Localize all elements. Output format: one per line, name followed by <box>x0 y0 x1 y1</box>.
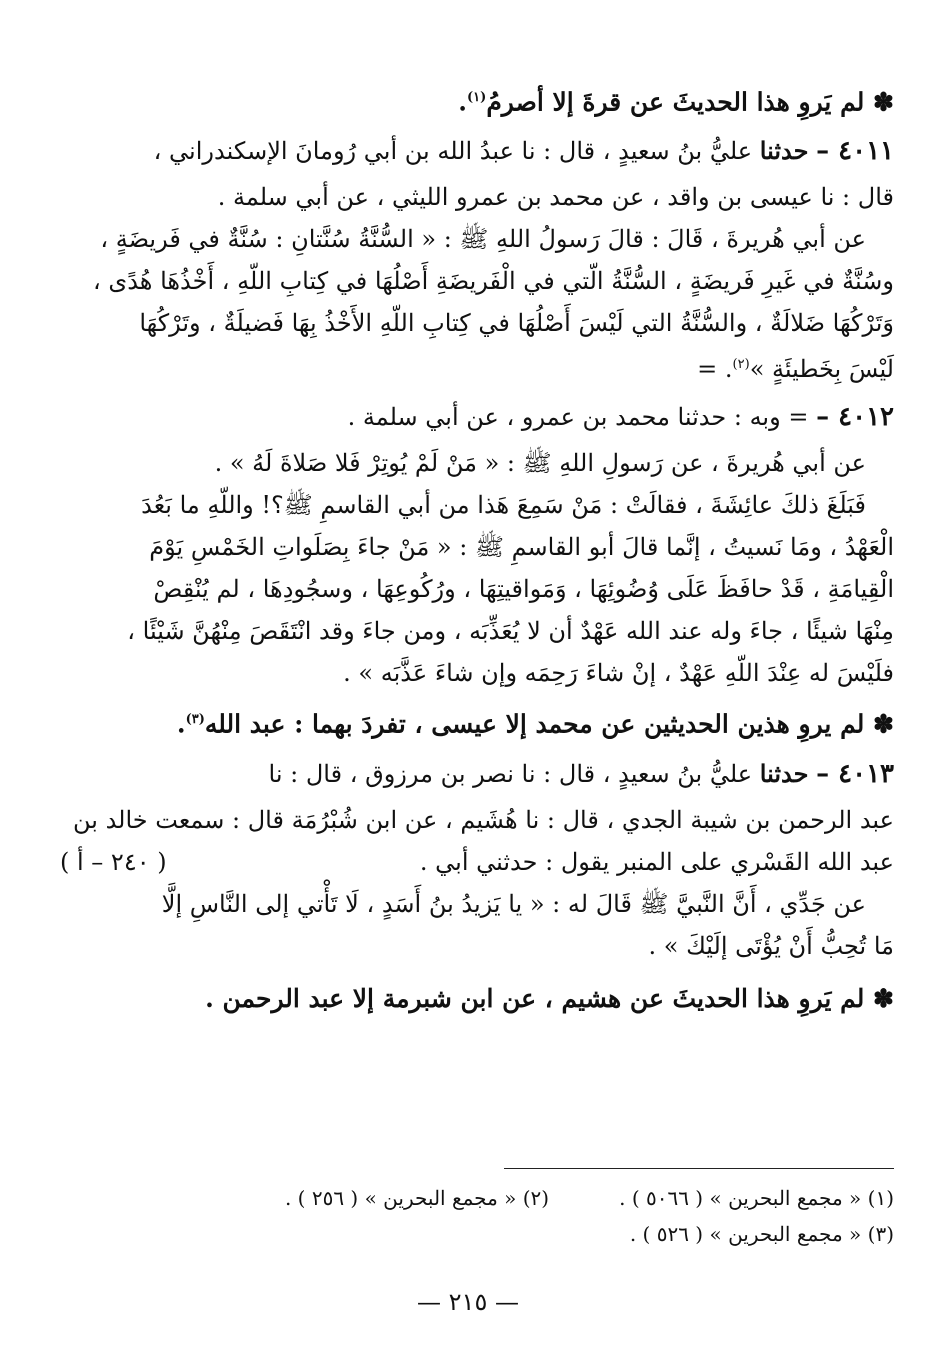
hadith-4012 <box>60 396 894 694</box>
hadith-4011-number: ٤٠١١ – <box>816 136 894 167</box>
page-body <box>60 72 894 1027</box>
hadith-4013-text-1: عليُّ بنُ سعيدٍ ، قال : نا نصر بن مرزوق ، قال : نا <box>268 759 753 788</box>
hadith-4012-line-4: الْعَهْدُ ، ومَا نَسيتُ ، إنَّما قالَ أبو القاسمِ ﷺ : « مَنْ جاءَ بِصَلَواتِ الخَمْسِ يَوْمَ <box>149 533 894 562</box>
hadith-4011-line-2: قال : نا عيسى بن واقد ، عن محمد بن عمرو الليثي ، عن أبي سلمة . <box>217 183 894 212</box>
footnote-ref-3: (٣) <box>185 712 205 728</box>
hadith-4013-line-5: مَا تُحِبُّ أَنْ يُؤْتَى إلَيْكَ » . <box>648 931 894 960</box>
hadith-4011-text-6: لَيْسَ بِخَطيئَةٍ » <box>749 355 894 384</box>
hadith-4013-text-3: عبد الله القَسْري على المنبر يقول : حدثني أبي . <box>419 847 894 876</box>
hadith-4012-number: ٤٠١٢ – <box>816 402 894 433</box>
hadith-4013-line-1 <box>60 753 894 795</box>
footnotes-row-2 <box>60 1216 894 1252</box>
hadith-4012-line-1 <box>60 396 894 438</box>
hadith-4011 <box>60 130 894 390</box>
footnote-1: (١) « مجمع البحرين » ( ٥٠٦٦ ) . <box>619 1186 894 1210</box>
hadith-4011-line-1 <box>60 130 894 172</box>
note-top <box>60 76 894 124</box>
hadith-4011-line-6-end: . = <box>697 355 733 384</box>
footnote-3: (٣) « مجمع البحرين » ( ٥٢٦ ) . <box>629 1222 894 1246</box>
note-top-end: . <box>458 87 468 117</box>
hadith-4011-line-5: وَتَرْكُهَا ضَلالَةٌ ، والسُّنَّةُ التي لَيْسَ أَصْلُهَا في كِتابِ اللّهِ الأَخْذُ بِهَا فَضيلَةٌ ، وتَرْكُهَا <box>139 309 894 338</box>
hadith-4011-line-6 <box>60 344 894 390</box>
hadith-4011-line-3: عن أبي هُريرةَ ، قَالَ : قالَ رَسولُ اللهِ ﷺ : « السُّنَّةُ سُنَّتانِ : سُنَّةٌ في فَريضَةٍ ، <box>100 225 866 254</box>
hadith-4013 <box>60 753 894 967</box>
footnote-ref-1: (١) <box>467 90 487 105</box>
hadith-4011-lead: حدثنا <box>759 136 809 166</box>
footnote-divider <box>504 1168 894 1169</box>
hadith-4013-line-2: عبد الرحمن بن شيبة الجدي ، قال : نا هُشَيم ، عن ابن شُبْرُمَة قال : سمعت خالد بن <box>73 805 894 834</box>
hadith-4013-lead: حدثنا <box>759 758 809 788</box>
hadith-4012-line-6: مِنْهَا شيئًا ، جاءَ وله عند الله عَهْدٌ أن لا يُعَذِّبَه ، ومن جاءَ وقد انْتَقَصَ مِنْهُنَّ شَيْئًا ، <box>127 617 894 646</box>
footnotes-row-1 <box>60 1180 894 1216</box>
hadith-4013-number: ٤٠١٣ – <box>816 758 894 789</box>
hadith-4011-text-1: عليُّ بنُ سعيدٍ ، قال : نا عبدُ الله بن أبي رُومانَ الإسكندراني ، <box>153 137 753 166</box>
hadith-4013-line-3 <box>60 841 894 883</box>
page-number: — ٢١٥ — <box>417 1288 519 1316</box>
footnote-2: (٢) « مجمع البحرين » ( ٢٥٦ ) . <box>284 1186 550 1210</box>
hadith-4012-line-5: الْقِيامَةِ ، قَدْ حافَظَ عَلَى وُضُوئِهَا ، وَمَواقيتِهَا ، ورُكُوعِهَا ، وسجُودِهَا ، لم يُنْقِصْ <box>153 575 894 604</box>
hadith-4011-line-4: وسُنَّةٌ في غَيرِ فَريضَةٍ ، السُّنَّةُ الّتي في الْفَريضَةِ أَصْلُهَا في كِتابِ اللّهِ ، أَخْذُهَا هُدًى ، <box>93 267 894 296</box>
hadith-4012-line-2: عن أبي هُريرةَ ، عن رَسولِ اللهِ ﷺ : « مَنْ لَمْ يُوتِرْ فَلا صَلاةَ لَهُ » . <box>214 449 866 478</box>
note-mid-end: . <box>176 709 186 739</box>
hadith-4013-line-4: عن جَدِّي ، أَنَّ النَّبيَّ ﷺ قَالَ له : « يا يَزيدُ بنُ أَسَدٍ ، لَا تَأْتي إلى النَّاسِ إلَّا <box>161 889 866 918</box>
note-mid <box>60 698 894 746</box>
hadith-4012-line-7: فلَيْسَ له عِنْدَ اللّهِ عَهْدٌ ، إنْ شاءَ رَحِمَه وإن شاءَ عَذَّبَه » . <box>343 659 894 688</box>
footnotes <box>60 1180 894 1252</box>
note-bottom: ✽ لم يَروِ هذا الحديثَ عن هشيم ، عن ابن شبرمة إلا عبد الرحمن . <box>205 983 894 1013</box>
manuscript-folio-marker: ( ٢٤٠ – أ ) <box>60 847 167 876</box>
note-mid-text: ✽ لم يروِ هذين الحديثين عن محمد إلا عيسى ، تفردَ بهما : عبد الله <box>204 709 894 739</box>
footnote-ref-2: (٢) <box>732 357 750 373</box>
hadith-4012-line-3: فَبَلَغَ ذلكَ عائِشَةَ ، فقالَتْ : مَنْ سَمِعَ هَذا من أبي القاسمِ ﷺ؟! واللّهِ ما بَعُدَ <box>141 491 866 520</box>
note-top-text: ✽ لم يَروِ هذا الحديثَ عن قرةَ إلا أصرمُ <box>486 87 894 117</box>
hadith-4012-text-1: = وبه : حدثنا محمد بن عمرو ، عن أبي سلمة . <box>347 403 809 432</box>
